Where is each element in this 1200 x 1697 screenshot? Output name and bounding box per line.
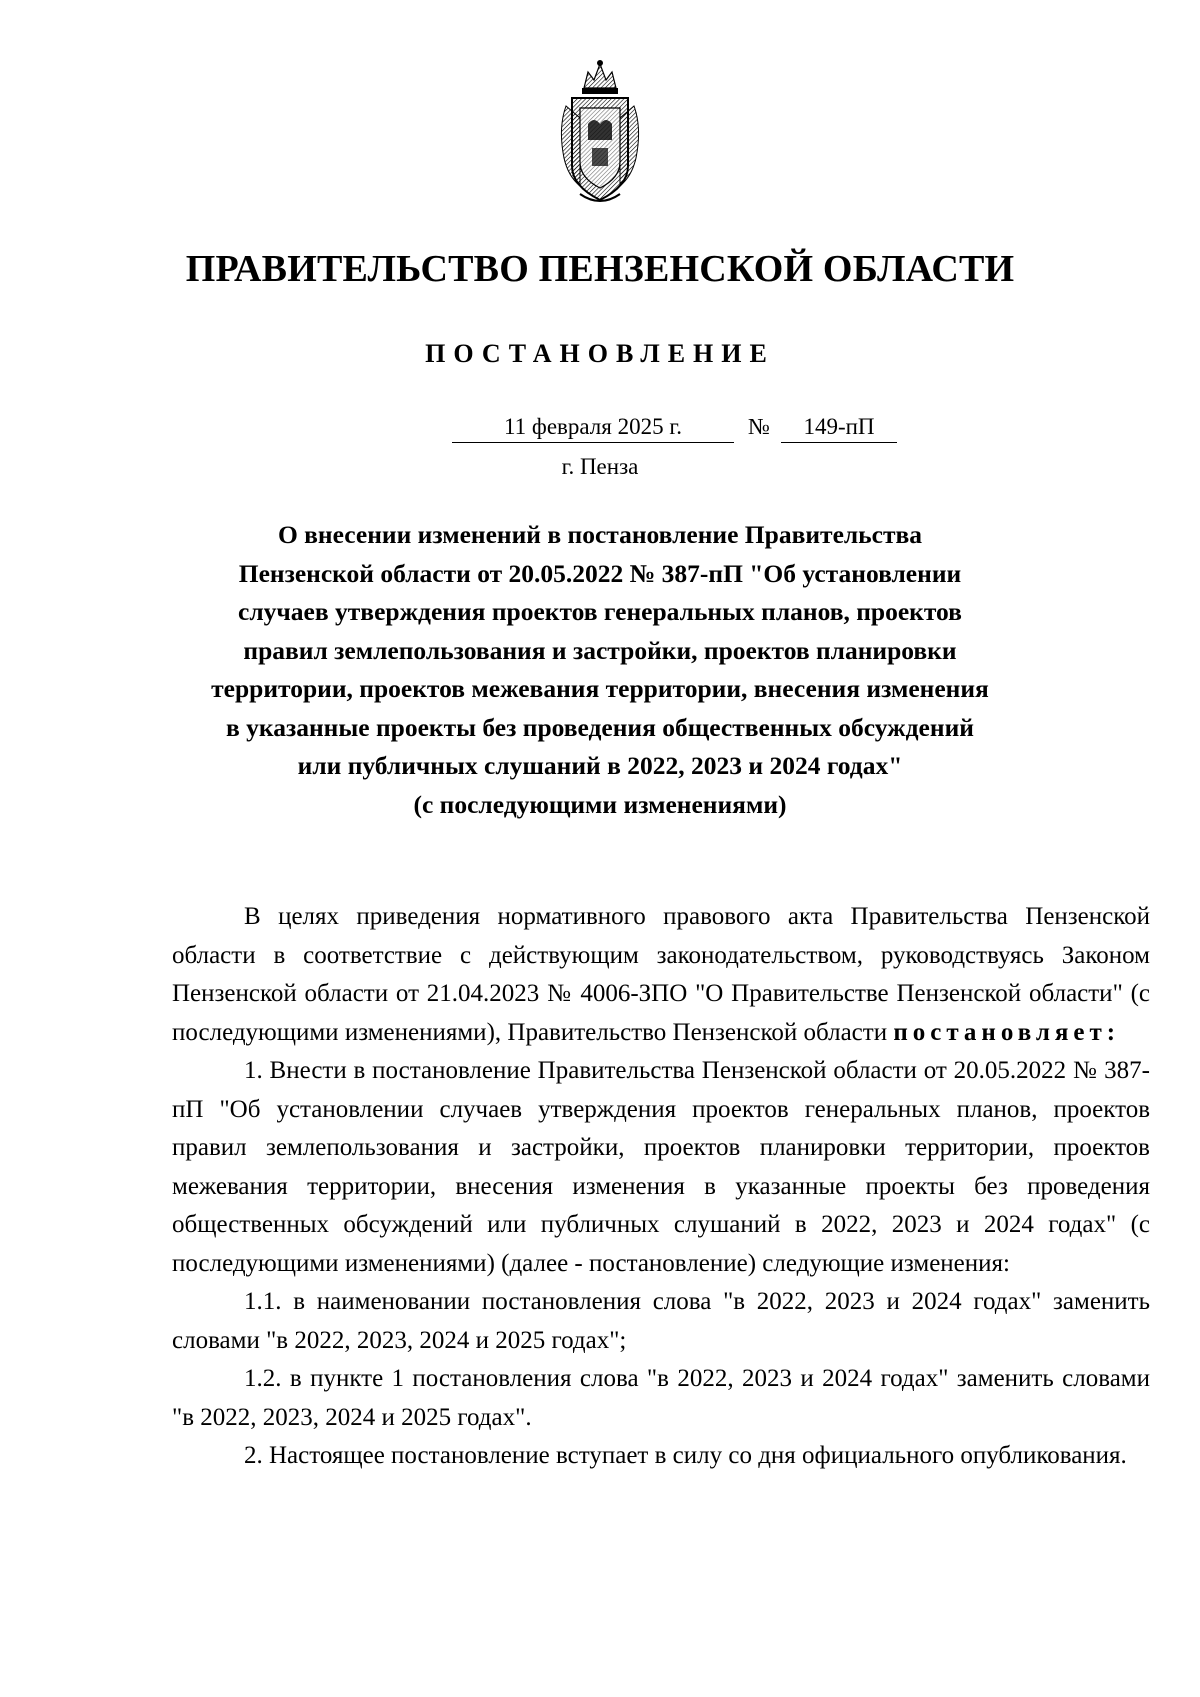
title-line: Пензенской области от 20.05.2022 № 387-пП "Об установлении [238,558,962,588]
city: г. Пенза [561,454,639,479]
title-line: О внесении изменений в постановление Правительства [277,520,923,549]
document-type: ПОСТАНОВЛЕНИЕ [425,339,775,368]
title-line: (с последующими изменениями) [413,789,787,819]
decree-word: постановляет: [893,1018,1121,1046]
preamble-text: В целях приведения нормативного правового акта Правительства Пензенской области в соответствие с действующим законодательством, руководствуясь Законом Пензенской области от 21.04.2023 № 4006-ЗПО "О Правительстве Пензенской области" (с последующими изменениями), Правительство Пензенской области [172,903,1150,1046]
date-number-line [0,412,1200,442]
number-sign: № [748,414,770,439]
document-title [170,516,1030,824]
coat-of-arms-emblem [554,58,646,208]
document-number: 149-пП [781,412,897,443]
clause-2: 2. Настоящее постановление вступает в силу со дня официального опубликования. [244,1442,1127,1469]
clause-1-2: 1.2. в пункте 1 постановления слова "в 2022, 2023 и 2024 годах" заменить словами "в 2022, 2023, 2024 и 2025 годах". [172,1365,1150,1431]
title-line: территории, проектов межевания территории, внесения изменения [211,674,989,703]
title-line: в указанные проекты без проведения общественных обсуждений [226,712,974,742]
title-line: или публичных слушаний в 2022, 2023 и 2024 годах" [297,751,903,780]
document-body [172,898,1150,1476]
preamble-paragraph [172,898,1150,1052]
clause-1: 1. Внести в постановление Правительства Пензенской области от 20.05.2022 № 387-пП "Об установлении случаев утверждения проектов генеральных планов, проектов правил землепользования и застройки, проектов планировки территории, проектов межевания территории, внесения изменения в указанные проекты без проведения общественных обсуждений или публичных слушаний в 2022, 2023 и 2024 годах" (с последующими изменениями) (далее - постановление) следующие изменения: [172,1057,1150,1277]
organization-name: ПРАВИТЕЛЬСТВО ПЕНЗЕНСКОЙ ОБЛАСТИ [185,248,1015,290]
clause-1-1: 1.1. в наименовании постановления слова "в 2022, 2023 и 2024 годах" заменить словами "в 2022, 2023, 2024 и 2025 годах"; [172,1288,1150,1354]
document-date: 11 февраля 2025 г. [452,412,734,443]
title-line: случаев утверждения проектов генеральных планов, проектов [238,597,962,626]
title-line: правил землепользования и застройки, проектов планировки [243,635,957,665]
